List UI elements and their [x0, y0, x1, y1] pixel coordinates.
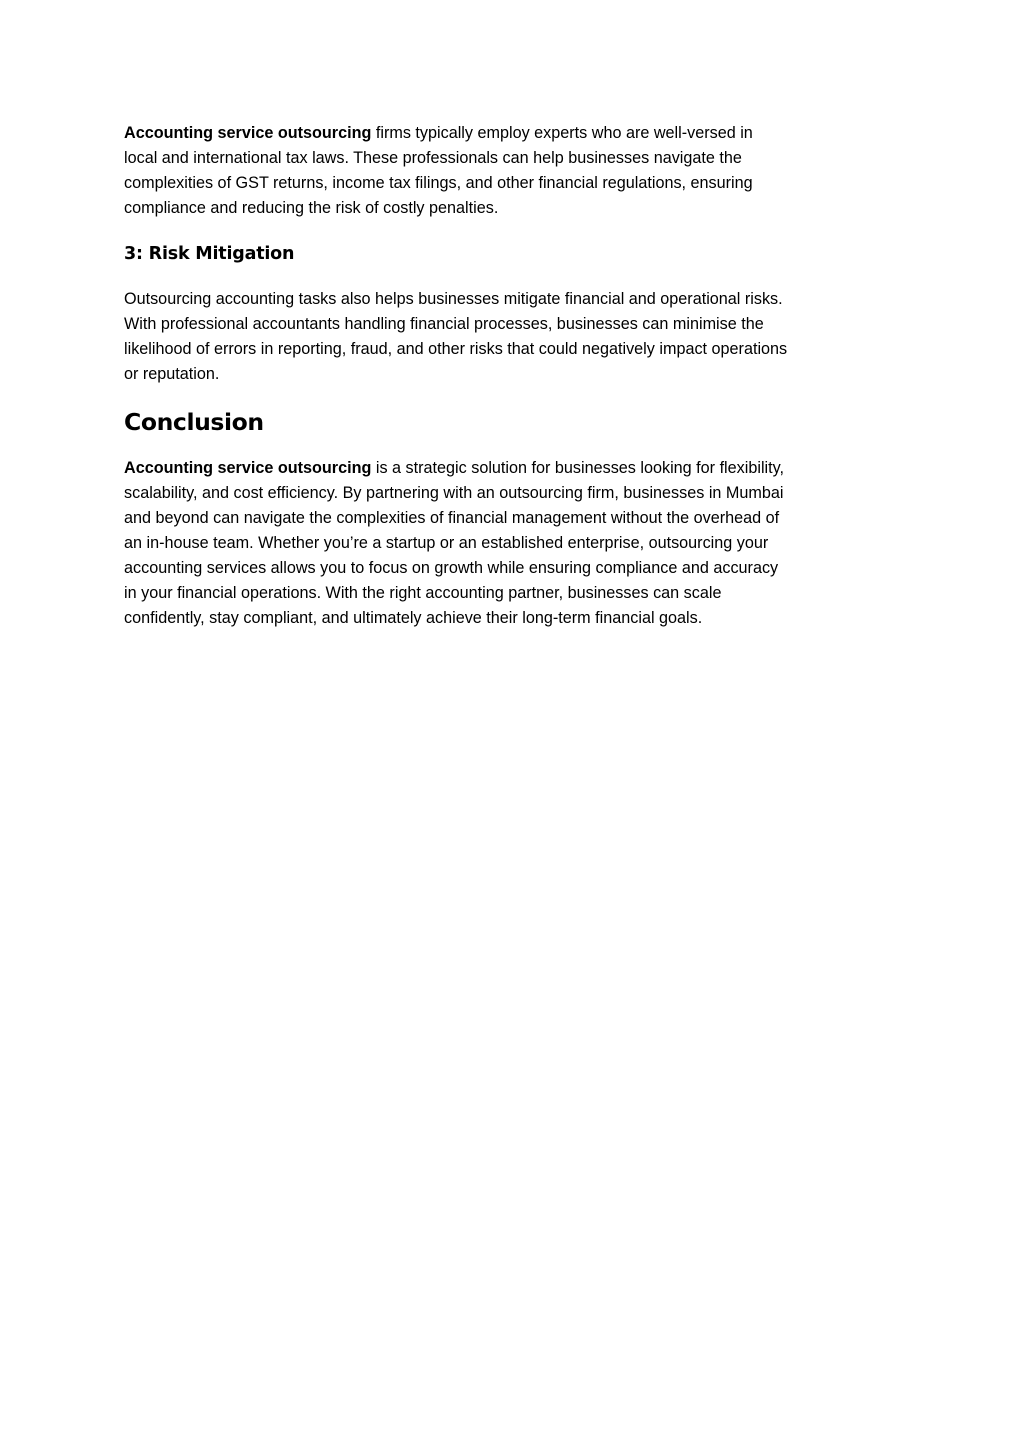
- paragraph-line: likelihood of errors in reporting, fraud, and other risks that could negatively impact operations: [124, 340, 788, 358]
- paragraph-line: Outsourcing accounting tasks also helps businesses mitigate financial and operational risks.: [124, 290, 783, 308]
- paragraph-line: With professional accountants handling financial processes, businesses can minimise the: [124, 315, 764, 333]
- paragraph-line: or reputation.: [124, 365, 220, 383]
- paragraph-line: scalability, and cost efficiency. By partnering with an outsourcing firm, businesses in Mumbai: [124, 484, 784, 502]
- paragraph-line: Accounting service outsourcing is a strategic solution for businesses looking for flexibility,: [124, 459, 785, 477]
- paragraph-line: and beyond can navigate the complexities of financial management without the overhead of: [124, 509, 780, 527]
- document-page: [124, 121, 904, 631]
- paragraph-line: accounting services allows you to focus on growth while ensuring compliance and accuracy: [124, 559, 779, 577]
- paragraph-line: local and international tax laws. These professionals can help businesses navigate the: [124, 149, 742, 167]
- paragraph-tax-expertise: [124, 121, 904, 221]
- paragraph-line: complexities of GST returns, income tax filings, and other financial regulations, ensuring: [124, 174, 753, 192]
- paragraph-line: an in-house team. Whether you’re a startup or an established enterprise, outsourcing your: [124, 534, 769, 552]
- paragraph-line: in your financial operations. With the right accounting partner, businesses can scale: [124, 584, 722, 602]
- paragraph-risk-mitigation: [124, 287, 904, 387]
- paragraph-line: Accounting service outsourcing firms typically employ experts who are well-versed in: [124, 124, 753, 142]
- bold-lead-text: Accounting service outsourcing: [124, 124, 372, 142]
- bold-lead-text: Accounting service outsourcing: [124, 459, 372, 477]
- heading-conclusion: Conclusion: [124, 408, 264, 436]
- paragraph-conclusion: [124, 456, 904, 631]
- paragraph-line: confidently, stay compliant, and ultimately achieve their long-term financial goals.: [124, 609, 703, 627]
- heading-risk-mitigation: 3: Risk Mitigation: [124, 244, 295, 264]
- paragraph-line: compliance and reducing the risk of costly penalties.: [124, 199, 499, 217]
